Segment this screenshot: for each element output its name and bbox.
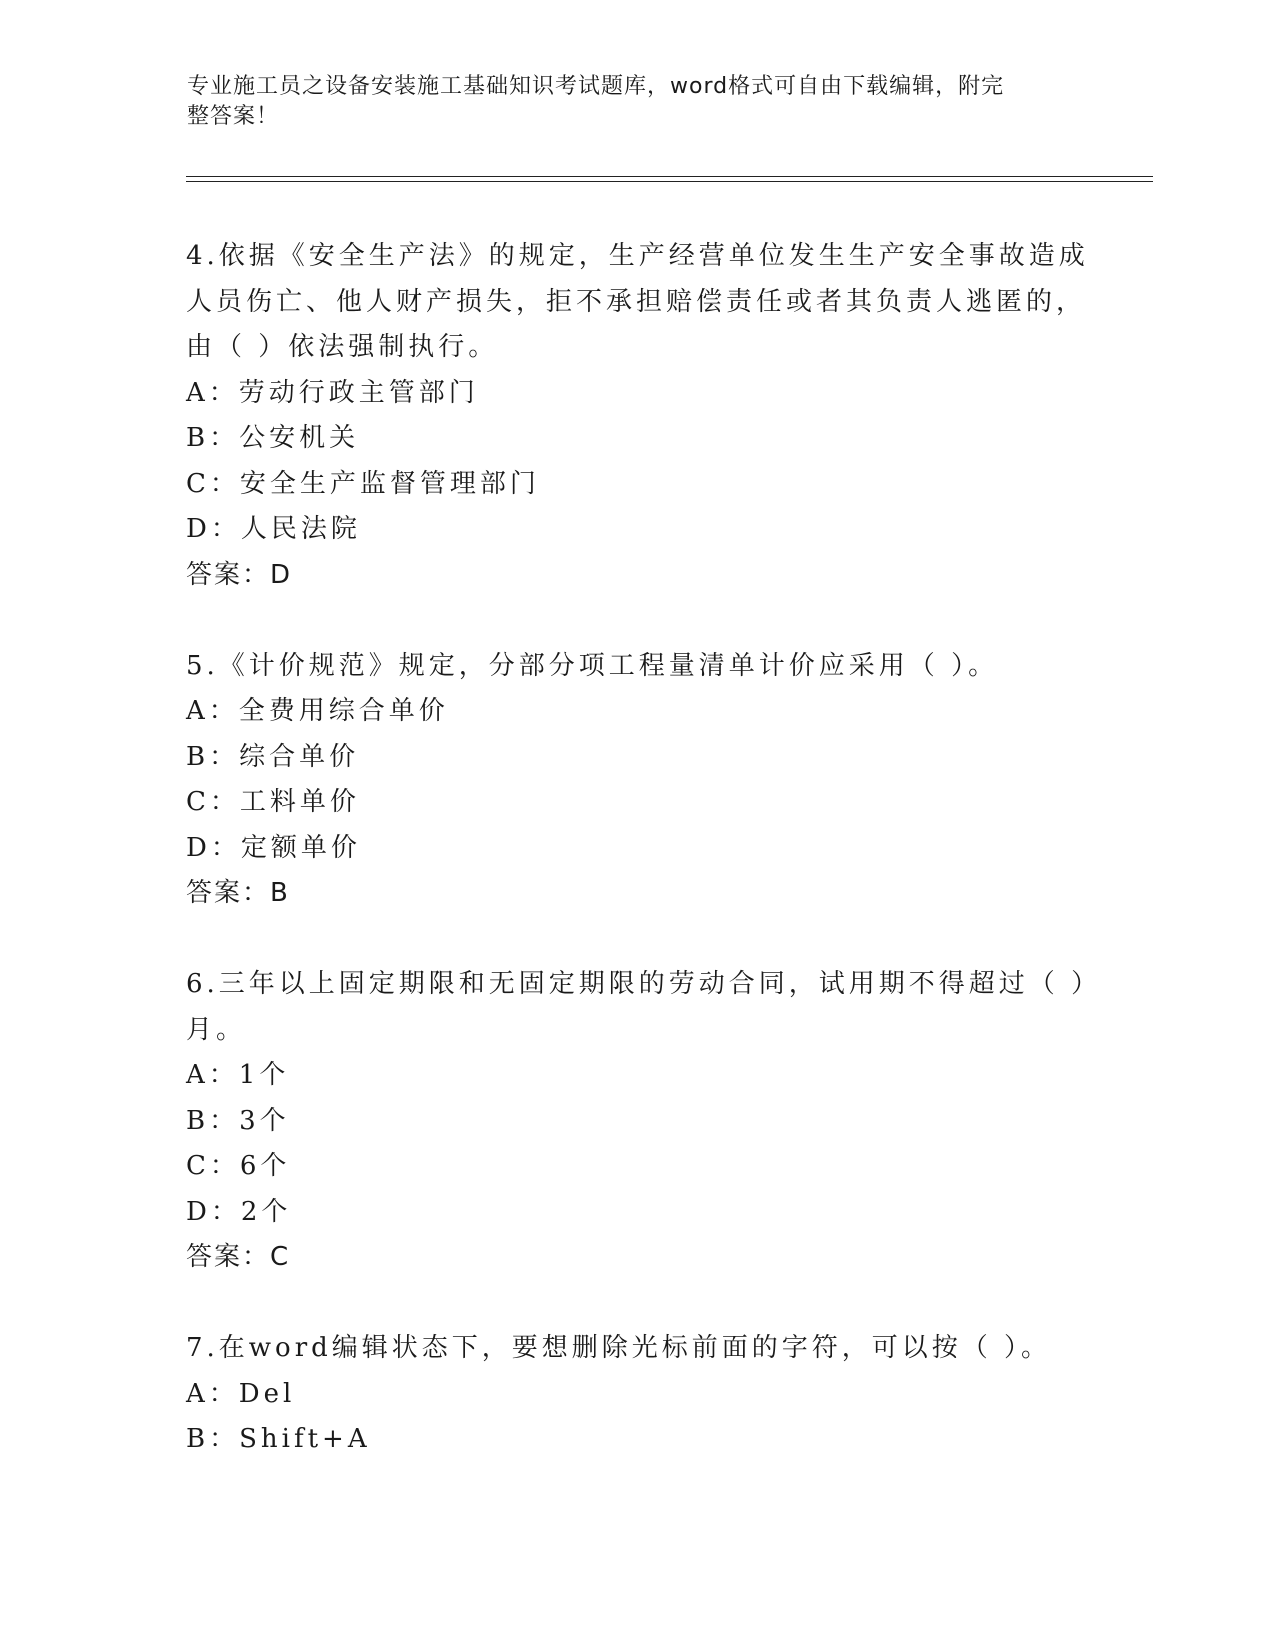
question-block-7 (186, 1326, 1066, 1463)
header-line-2: 整答案！ (187, 104, 280, 129)
question-stem: 人员伤亡、他人财产损失，拒不承担赔偿责任或者其负责人逃匿的， (186, 286, 1087, 317)
option-d: D：定额单价 (186, 832, 361, 863)
question-block-5 (186, 644, 1066, 917)
option-b: B：3个 (186, 1105, 290, 1136)
question-spacer (186, 917, 1066, 963)
question-block-4 (186, 234, 1089, 598)
question-list (186, 234, 1102, 1463)
option-b: B：综合单价 (186, 741, 360, 772)
question-spacer (186, 1281, 1066, 1327)
answer-line: 答案：C (186, 1242, 291, 1272)
document-header (187, 72, 1067, 132)
question-stem: 4.依据《安全生产法》的规定，生产经营单位发生生产安全事故造成 (186, 241, 1089, 271)
option-d: D：人民法院 (186, 514, 361, 544)
header-divider-top (186, 176, 1153, 177)
option-a: A：劳动行政主管部门 (186, 377, 479, 408)
question-stem: 7.在word编辑状态下，要想删除光标前面的字符，可以按（ ）。 (186, 1333, 1052, 1363)
answer-line: 答案：B (186, 878, 290, 908)
header-divider-bottom (186, 181, 1153, 182)
option-c: C：6个 (186, 1151, 291, 1181)
question-stem: 由（ ）依法强制执行。 (186, 332, 499, 362)
question-block-6 (186, 962, 1102, 1281)
option-c: C：工料单价 (186, 787, 360, 817)
option-a: A：全费用综合单价 (186, 696, 449, 726)
question-spacer (186, 598, 1066, 644)
question-stem: 5.《计价规范》规定，分部分项工程量清单计价应采用（ ）。 (186, 650, 999, 681)
option-b: B：Shift+A (186, 1424, 371, 1454)
option-c: C：安全生产监督管理部门 (186, 468, 540, 499)
question-stem: 月。 (186, 1014, 247, 1045)
option-d: D：2个 (186, 1196, 292, 1227)
option-a: A：1个 (186, 1060, 290, 1090)
header-line-1: 专业施工员之设备安装施工基础知识考试题库，word格式可自由下载编辑，附完 (187, 74, 1005, 99)
option-b: B：公安机关 (186, 423, 360, 453)
answer-line: 答案：D (186, 559, 293, 590)
question-stem: 6.三年以上固定期限和无固定期限的劳动合同，试用期不得超过（ ） (186, 969, 1102, 999)
option-a: A：Del (186, 1378, 296, 1409)
